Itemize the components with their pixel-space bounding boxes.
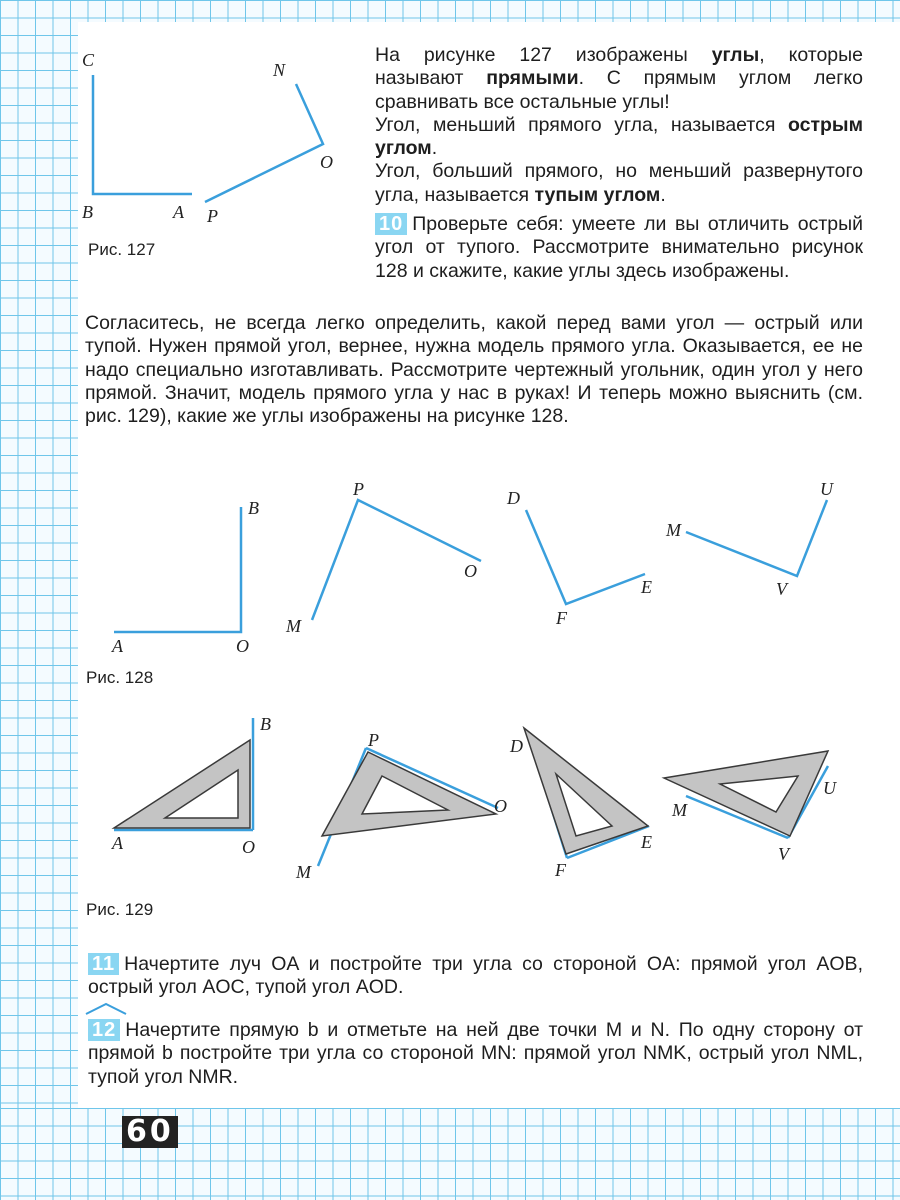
task-12 <box>88 1019 863 1089</box>
label-M: M <box>286 616 301 636</box>
page-number: 60 <box>122 1116 178 1148</box>
set-square-1 <box>114 718 253 830</box>
label-E: E <box>641 832 652 852</box>
label-E: E <box>641 577 652 597</box>
label-O: O <box>494 796 507 816</box>
caption-fig127: Рис. 127 <box>88 240 156 259</box>
label-F: F <box>555 860 566 880</box>
label-M: M <box>296 862 311 882</box>
label-P: P <box>207 206 218 226</box>
label-A: A <box>112 636 123 656</box>
label-A: A <box>112 833 123 853</box>
label-O: O <box>464 561 477 581</box>
task-10-number: 10 <box>375 213 407 235</box>
label-B: B <box>248 498 259 518</box>
figure-128-labels <box>111 479 834 656</box>
intro-t6: Угол, больший прямого, но меньший развернутого угла, называется <box>375 160 863 206</box>
intro-t3: . С прямым углом легко сравнивать все остальные углы! <box>375 67 863 113</box>
angle-mpo <box>312 500 481 620</box>
label-A: A <box>173 202 184 222</box>
intro-t7: . <box>660 183 666 206</box>
angle-nop <box>205 84 323 202</box>
intro-t2: , которые называют <box>375 44 863 90</box>
task-12-number: 12 <box>88 1019 120 1041</box>
intro-t1: На рисунке 127 изображены <box>375 44 712 66</box>
label-F: F <box>556 608 567 628</box>
term-obtuse: тупым углом <box>534 183 661 206</box>
task-11-number: 11 <box>88 953 119 975</box>
term-acute: острым углом <box>375 113 863 160</box>
angle-mvu <box>686 500 827 576</box>
intro-t4: Угол, меньший прямого угла, называется <box>375 113 788 136</box>
task-12-text: Начертите прямую b и отметьте на ней две точки M и N. По одну сторону от прямой b постройте три угла со стороной MN: прямой угол NMK, острый угол NML, тупой угол NMR. <box>88 1019 863 1088</box>
task-11 <box>88 953 863 1000</box>
label-B: B <box>260 714 271 734</box>
angle-cba <box>93 75 192 194</box>
set-square-3 <box>524 728 649 858</box>
label-O: O <box>242 837 255 857</box>
caption-fig128: Рис. 128 <box>86 668 154 687</box>
angle-aob <box>114 507 241 632</box>
label-P: P <box>353 479 364 499</box>
angle-dfe <box>526 510 645 604</box>
task-10-text: Проверьте себя: умеете ли вы отличить острый угол от тупого. Рассмотрите внимательно рисунок 128 и скажите, какие углы здесь изображены. <box>375 213 863 282</box>
main-paragraph: Согласитесь, не всегда легко определить, какой перед вами угол — острый или тупой. Нужен прямой угол, вернее, нужна модель прямого угла. Оказывается, ее не надо специально изготавливать. Рассмотрите чертежный угольник, один угол у него прямой. Значит, модель прямого угла у нас в руках! И теперь можно выяснить (см. рис. 129), какие же углы изображены на рисунке 128. <box>85 312 863 428</box>
label-D: D <box>510 736 523 756</box>
set-square-2 <box>318 748 498 866</box>
label-D: D <box>507 488 520 508</box>
task-11-text: Начертите луч OA и постройте три угла со стороной OA: прямой угол AOB, острый угол AOC, тупой угол AOD. <box>88 953 863 999</box>
label-O: O <box>320 152 333 172</box>
label-U: U <box>820 479 833 499</box>
label-M: M <box>666 520 681 540</box>
label-O: O <box>236 636 249 656</box>
figure-127 <box>93 75 323 202</box>
term-angles: углы <box>711 44 760 66</box>
caption-fig129: Рис. 129 <box>86 900 154 919</box>
label-V: V <box>778 844 789 864</box>
figure-129 <box>114 718 828 866</box>
set-square-4 <box>664 751 828 838</box>
term-right: прямыми <box>486 67 579 90</box>
label-U: U <box>823 778 836 798</box>
label-C: C <box>82 50 95 70</box>
label-P: P <box>368 730 379 750</box>
label-B: B <box>82 202 93 222</box>
hat-mark-icon <box>86 1004 126 1014</box>
intro-t5: . <box>431 137 438 160</box>
label-N: N <box>273 60 286 80</box>
label-M: M <box>672 800 687 820</box>
label-V: V <box>776 579 787 599</box>
